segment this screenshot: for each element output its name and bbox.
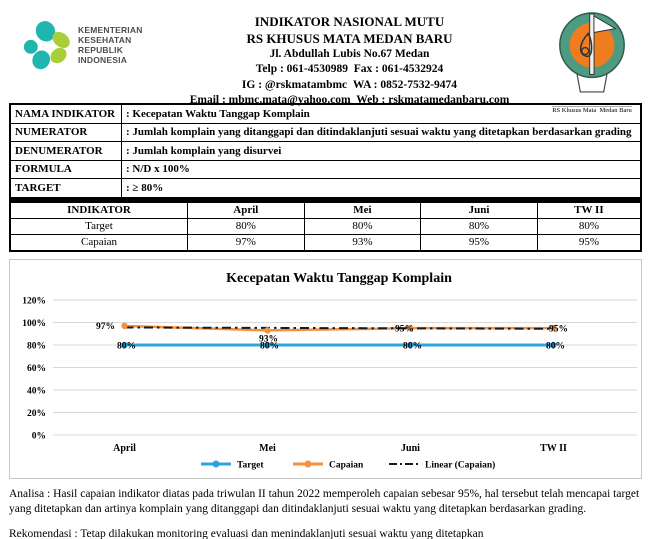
capaian-data-label: 95% (549, 324, 568, 335)
x-tick-label: TW II (540, 442, 567, 454)
ministry-line: KESEHATAN (78, 35, 132, 46)
info-value: : Kecepatan Waktu Tanggap Komplain (122, 104, 642, 123)
value-cell: 95% (421, 234, 538, 251)
info-value: : Jumlah komplain yang disurvei (122, 142, 642, 161)
capaian-data-label: 93% (259, 333, 278, 344)
capaian-data-label: 97% (96, 321, 115, 332)
letterhead-social: IG : @rskmatambmc WA : 0852-7532-9474 (241, 78, 458, 91)
legend-target (201, 460, 264, 470)
header-cell-april: April (188, 202, 305, 219)
capaian-marker (264, 327, 270, 333)
capaian-data-label: 95% (395, 324, 414, 335)
ministry-logo-icon (23, 18, 75, 74)
value-cell: 93% (304, 234, 421, 251)
rekomendasi-text: Rekomendasi : Tetap dilakukan monitoring evaluasi dan menindaklanjuti sesuai waktu yang ditetapkan (9, 527, 484, 539)
hospital-logo-emblem (553, 10, 631, 94)
analisa-text: Analisa : Hasil capaian indikator diatas pada triwulan II tahun 2022 memperoleh capaian sebesar 95%, hal tersebut telah mencapai target yang ditetapkan dan artinya komplain yang ditanggapi dan ditindaklanjuti sesuai waktu yang ditetapkan berdasarkan grading. (9, 487, 640, 515)
legend-marker (213, 460, 220, 467)
info-label: DENUMERATOR (10, 142, 122, 161)
letterhead-email-web: Email : mbmc.mata@yahoo.com Web : rskmatamedanbaru.com (189, 93, 510, 106)
letterhead-hospital-name: RS KHUSUS MATA MEDAN BARU (246, 31, 453, 47)
table-row-capaian (10, 234, 641, 251)
info-row (10, 123, 641, 142)
ministry-logo (9, 6, 157, 74)
chart-panel (9, 259, 642, 479)
info-label: NUMERATOR (10, 123, 122, 142)
info-row (10, 160, 641, 179)
table-header-row (10, 202, 641, 219)
hospital-logo (542, 6, 642, 117)
capaian-marker (121, 322, 127, 328)
trend-chart (11, 262, 640, 476)
info-value: : ≥ 80% (122, 179, 642, 199)
value-cell: 95% (537, 234, 641, 251)
y-axis (22, 296, 637, 441)
ministry-line: REPUBLIK (78, 45, 124, 56)
header-cell-mei: Mei (304, 202, 421, 219)
legend-marker (305, 460, 312, 467)
letterhead-title: INDIKATOR NASIONAL MUTU (254, 14, 445, 29)
y-tick-label: 120% (22, 296, 46, 306)
value-cell: 80% (304, 218, 421, 234)
value-cell: 80% (188, 218, 305, 234)
y-tick-label: 80% (27, 341, 46, 351)
hospital-logo-caption: RS Khusus Mata Medan Baru (552, 107, 632, 114)
legend-label: Capaian (329, 460, 364, 470)
info-row (10, 142, 641, 161)
header-cell-twii: TW II (537, 202, 641, 219)
y-tick-label: 40% (27, 386, 46, 396)
indicator-info-table (9, 103, 642, 201)
letterhead-phone: Telp : 061-4530989 Fax : 061-4532924 (255, 63, 444, 76)
letterhead-address: Jl. Abdullah Lubis No.67 Medan (269, 48, 430, 61)
target-data-label: 80% (117, 341, 136, 351)
x-tick-label: Mei (259, 442, 276, 454)
value-cell: 80% (421, 218, 538, 234)
analysis-section (9, 487, 642, 539)
info-value: : Jumlah komplain yang ditanggapi dan ditindaklanjuti sesuai waktu yang ditetapkan berdasarkan grading (122, 123, 642, 142)
info-label: TARGET (10, 179, 122, 199)
target-data-label: 80% (403, 341, 422, 351)
ministry-logo-text (78, 18, 143, 74)
value-cell: 97% (188, 234, 305, 251)
row-name-cell: Capaian (10, 234, 188, 251)
y-tick-label: 0% (31, 431, 46, 441)
chart-title: Kecepatan Waktu Tanggap Komplain (226, 270, 452, 286)
header-cell-indikator: INDIKATOR (10, 202, 188, 219)
info-value: : N/D x 100% (122, 160, 642, 179)
x-tick-label: April (113, 442, 136, 454)
info-row (10, 179, 641, 199)
letterhead (157, 6, 542, 108)
legend-label: Target (237, 460, 264, 470)
ministry-line: KEMENTERIAN (78, 25, 143, 35)
legend-label: Linear (Capaian) (425, 460, 496, 470)
trendline (125, 327, 554, 328)
legend-linear (389, 459, 495, 470)
ministry-line: INDONESIA (78, 55, 128, 66)
y-tick-label: 20% (27, 408, 46, 419)
info-label: FORMULA (10, 160, 122, 179)
table-row-target (10, 218, 641, 234)
header-cell-juni: Juni (421, 202, 538, 219)
info-label: NAMA INDIKATOR (10, 104, 122, 123)
x-tick-label: Juni (401, 442, 420, 454)
legend-capaian (293, 460, 364, 470)
target-data-label: 80% (546, 341, 565, 351)
y-tick-label: 100% (22, 318, 46, 329)
value-cell: 80% (537, 218, 641, 234)
row-name-cell: Target (10, 218, 188, 234)
y-tick-label: 60% (27, 363, 46, 374)
target-data-label: 80% (260, 341, 279, 351)
monthly-data-table (9, 201, 642, 252)
